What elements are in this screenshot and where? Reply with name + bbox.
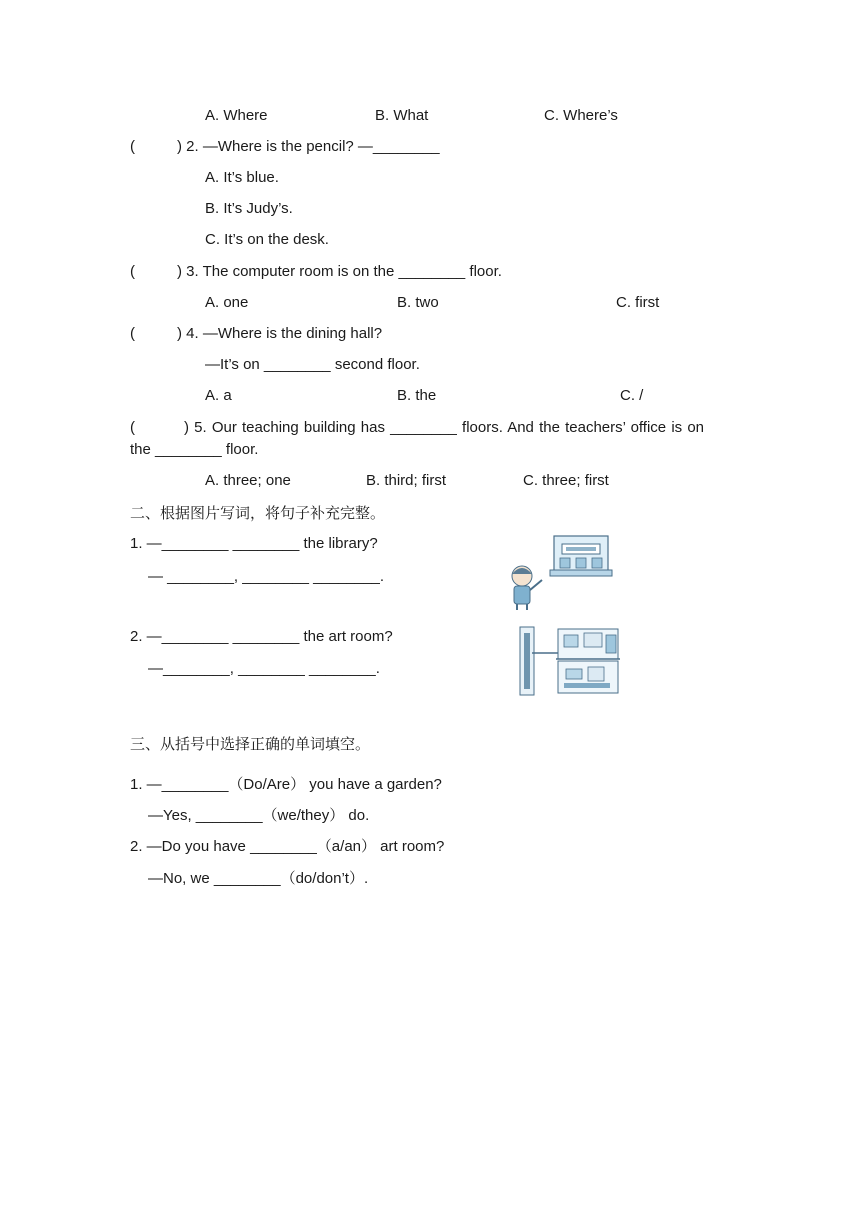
q5-option-c: C. three; first	[523, 472, 609, 489]
q5-paren: (	[130, 419, 135, 436]
q3-option-b: B. two	[397, 294, 439, 311]
q4-option-c: C. /	[620, 387, 644, 404]
section3-item1-answer: —Yes, ________（we/they） do.	[148, 807, 370, 824]
section2-item2-question: 2. —________ ________ the art room?	[130, 628, 393, 645]
section2-heading: 二、根据图片写词，将句子补充完整。	[130, 504, 386, 522]
q3-option-c: C. first	[616, 294, 660, 311]
q3-question: ) 3. The computer room is on the ________ floor.	[177, 263, 502, 280]
q4-paren: (	[130, 325, 135, 342]
section2-item1-answer: — ________, ________ ________.	[148, 568, 385, 585]
section2-item2-answer: —________, ________ ________.	[148, 660, 380, 677]
q5-question: ) 5. Our teaching building has ________ floors. And the teachers’ office is on	[184, 419, 704, 436]
q1-option-a: A. Where	[205, 107, 268, 124]
q1-option-b: B. What	[375, 107, 429, 124]
q4-answer-line: —It’s on ________ second floor.	[205, 356, 420, 373]
section2-item1-question: 1. —________ ________ the library?	[130, 535, 378, 552]
q2-option-c: C. It’s on the desk.	[205, 231, 329, 248]
q1-option-c: C. Where’s	[544, 107, 618, 124]
section3-heading: 三、从括号中选择正确的单词填空。	[130, 735, 371, 753]
q2-option-a: A. It’s blue.	[205, 169, 279, 186]
q2-paren: (	[130, 138, 135, 155]
q4-option-a: A. a	[205, 387, 232, 404]
section3-item2-answer: —No, we ________（do/don’t）.	[148, 870, 369, 887]
q5-option-b: B. third; first	[366, 472, 447, 489]
q5-question-cont: the ________ floor.	[130, 441, 259, 458]
q4-option-b: B. the	[397, 387, 437, 404]
section3-item1-question: 1. —________（Do/Are） you have a garden?	[130, 776, 442, 793]
q2-question: ) 2. —Where is the pencil? —________	[177, 138, 440, 155]
library-illustration	[500, 532, 615, 612]
q5-option-a: A. three; one	[205, 472, 291, 489]
q2-option-b: B. It’s Judy’s.	[205, 200, 293, 217]
q3-paren: (	[130, 263, 135, 280]
q3-option-a: A. one	[205, 294, 249, 311]
art-room-illustration	[518, 625, 622, 697]
section3-item2-question: 2. —Do you have ________（a/an） art room?	[130, 838, 445, 855]
q4-question: ) 4. —Where is the dining hall?	[177, 325, 383, 342]
